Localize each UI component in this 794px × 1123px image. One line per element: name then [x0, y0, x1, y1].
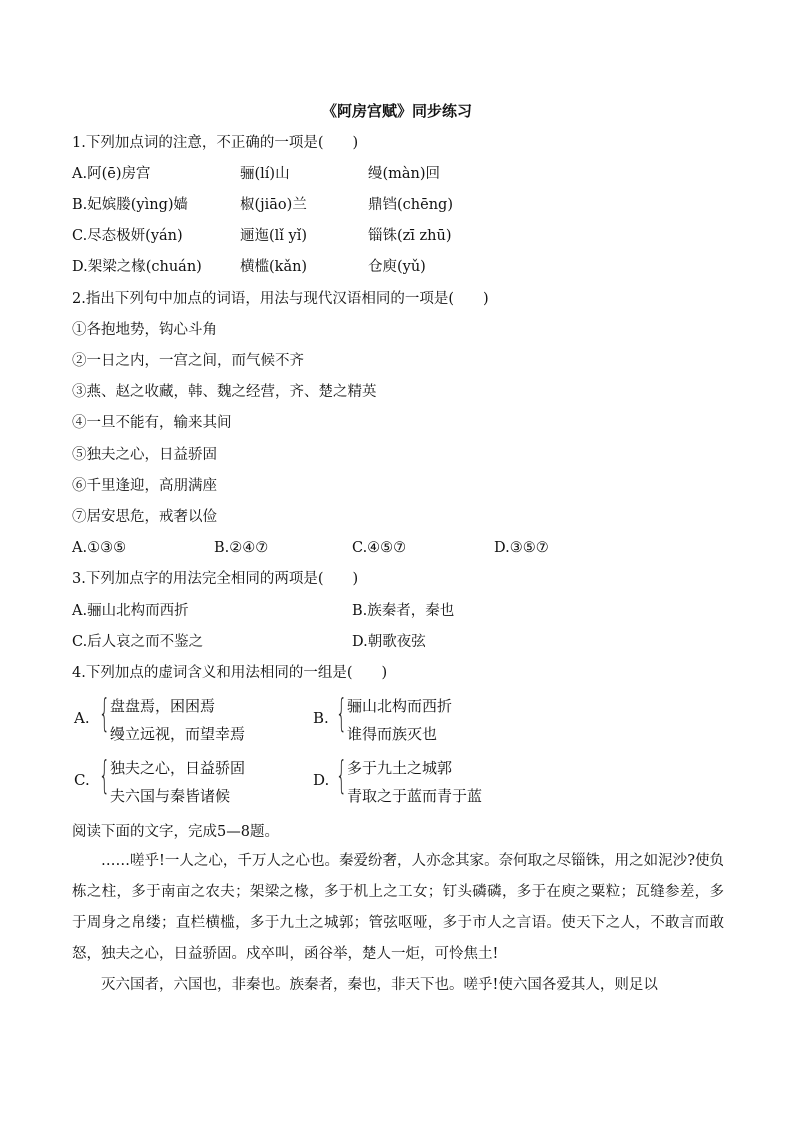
q2-option-b: B.②④⑦	[214, 540, 269, 556]
q4-b-label: B.	[313, 709, 329, 727]
q3-option-d: D.朝歌夜弦	[352, 634, 426, 650]
q1-stem: 1.下列加点词的注意，不正确的一项是( )	[72, 135, 359, 151]
q1-c-2: 逦迤(lǐ yǐ)	[240, 228, 308, 244]
page-title: 《阿房宫赋》同步练习	[321, 102, 472, 120]
q1-a-1: A.阿(ē)房宫	[72, 166, 151, 182]
brace-icon: {	[99, 753, 110, 797]
brace-icon: {	[336, 753, 347, 797]
q4-b-line1: 骊山北构而西折	[347, 697, 453, 715]
q4-c-label: C.	[74, 771, 90, 789]
reading-intro: 阅读下面的文字，完成5—8题。	[72, 824, 279, 840]
q1-d-1: D.架梁之椽(chuán)	[72, 259, 202, 275]
q4-a-label: A.	[74, 709, 90, 727]
q1-d-2: 横槛(kǎn)	[240, 259, 308, 275]
brace-icon: {	[99, 691, 110, 735]
q2-option-d: D.③⑤⑦	[494, 540, 549, 556]
q4-c-line1: 独夫之心，日益骄固	[110, 759, 246, 777]
q4-d-label: D.	[313, 771, 330, 789]
q4-b-line2: 谁得而族灭也	[347, 725, 438, 743]
brace-icon: {	[336, 691, 347, 735]
q2-option-a: A.①③⑤	[72, 540, 127, 556]
q2-option-c: C.④⑤⑦	[352, 540, 407, 556]
q4-a-line1: 盘盘焉，困困焉	[110, 697, 216, 715]
q2-item-1: ①各抱地势，钩心斗角	[72, 322, 217, 338]
q3-option-b: B.族秦者，秦也	[352, 603, 455, 619]
q1-a-3: 缦(màn)回	[368, 166, 441, 182]
q4-stem: 4.下列加点的虚词含义和用法相同的一组是( )	[72, 665, 388, 681]
q2-item-7: ⑦居安思危，戒奢以俭	[72, 509, 217, 525]
q1-a-2: 骊(lí)山	[240, 166, 290, 182]
q3-option-a: A.骊山北构而西折	[72, 603, 189, 619]
q1-c-3: 锱铢(zī zhū)	[368, 228, 452, 244]
q4-c-line2: 夫六国与秦皆诸候	[110, 787, 231, 805]
q2-item-6: ⑥千里逢迎，高朋满座	[72, 478, 217, 494]
q1-b-3: 鼎铛(chēng)	[368, 197, 453, 213]
q2-item-5: ⑤独夫之心，日益骄固	[72, 447, 217, 463]
q3-stem: 3.下列加点字的用法完全相同的两项是( )	[72, 571, 359, 587]
q1-d-3: 仓庾(yǔ)	[368, 259, 426, 275]
q2-item-3: ③燕、赵之收藏，韩、魏之经营，齐、楚之精英	[72, 384, 377, 400]
q1-b-1: B.妃嫔媵(yìng)嫱	[72, 197, 189, 213]
q4-d-line1: 多于九土之城郭	[347, 759, 453, 777]
q2-stem: 2.指出下列句中加点的词语，用法与现代汉语相同的一项是( )	[72, 291, 489, 307]
reading-paragraph-1: ……嗟乎!一人之心，千万人之心也。秦爱纷奢，人亦念其家。奈何取之尽锱铢，用之如泥沙?使负栋之柱，多于南亩之农夫；架梁之椽，多于机上之工女；钉头磷磷，多于在庾之粟粒；瓦缝参差，多于周身之帛缕；直栏横槛，多于九土之城郭；管弦呕哑，多于市人之言语。使天下之人，不敢言而敢怒，独夫之心，日益骄固。戍卒叫，函谷举，楚人一炬，可怜焦土!	[72, 853, 724, 962]
q2-item-4: ④一旦不能有，输来其间	[72, 415, 232, 431]
q1-b-2: 椒(jiāo)兰	[240, 197, 307, 213]
q2-item-2: ②一日之内，一宫之间，而气候不齐	[72, 353, 304, 369]
q1-c-1: C.尽态极妍(yán)	[72, 228, 183, 244]
reading-paragraph-2: 灭六国者，六国也，非秦也。族秦者，秦也，非天下也。嗟乎!使六国各爱其人，则足以	[101, 977, 658, 993]
q4-a-line2: 缦立远视，而望幸焉	[110, 725, 246, 743]
q3-option-c: C.后人哀之而不鉴之	[72, 634, 204, 650]
q4-d-line2: 青取之于蓝而青于蓝	[347, 787, 483, 805]
